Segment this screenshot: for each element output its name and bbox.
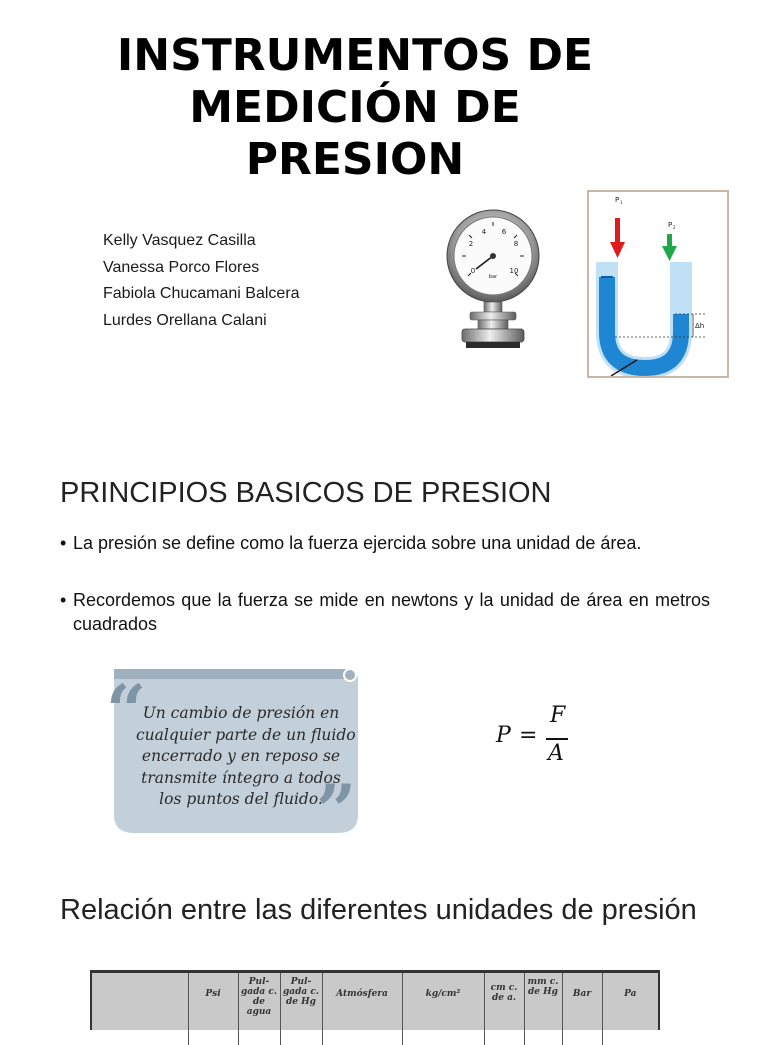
red-arrow-icon [610,242,625,258]
table-header-cell: Psi [188,972,238,1045]
formula-denominator: A [548,741,564,766]
formula-equals: = [519,723,537,748]
quote-line: transmite íntegro a todos [136,768,346,790]
section-heading: PRINCIPIOS BASICOS DE PRESION [60,477,552,510]
gauge-scale-label: 6 [502,228,507,236]
quote-line: cualquier parte de un fluido [136,725,346,747]
table-header-cell: mm c. de Hg [524,972,562,1045]
close-quote-icon: ” [316,769,356,837]
p1-label: P [615,196,619,204]
quote-line: Un cambio de presión en [136,703,346,725]
pressure-gauge-icon [440,206,550,356]
author-name: Lurdes Orellana Calani [103,308,300,335]
pressure-formula [494,703,584,773]
author-name: Vanessa Porco Flores [103,255,300,282]
p1-subscript: 1 [620,200,623,205]
bullet-text: Recordemos que la fuerza se mide en newtons y la unidad de área en metros cuadrados [73,588,710,636]
bullet-icon: • [60,531,66,555]
pressure-gauge-image [440,206,550,356]
delta-h-label: Δh [695,322,704,330]
author-name: Kelly Vasquez Casilla [103,228,300,255]
bullet-item [60,531,710,555]
bullet-icon: • [60,588,66,612]
units-table [92,970,658,1045]
u-tube-manometer-icon [589,192,727,376]
title-line: MEDICIÓN DE [60,82,650,134]
p2-subscript: 2 [673,225,676,230]
section-heading: Relación entre las diferentes unidades de presión [60,892,700,928]
open-quote-icon: “ [106,669,146,752]
gauge-scale-label: 10 [510,267,519,275]
manometer-diagram [587,190,729,378]
slide-title [60,30,650,186]
gauge-scale-label: 4 [482,228,487,236]
author-list [103,228,300,334]
quote-line: encerrado y en reposo se [136,746,346,768]
green-arrow-icon [662,246,677,261]
gauge-scale-label: 2 [469,240,473,248]
title-line: PRESION [60,134,650,186]
quote-line: los puntos del fluido. [136,789,346,811]
fraction-bar [546,738,568,740]
quote-text [136,703,346,811]
table-header-cell: Pul-gada c. de agua [238,972,280,1045]
p2-label: P [668,221,672,229]
title-line: INSTRUMENTOS DE [60,30,650,82]
bullet-text: La presión se define como la fuerza ejercida sobre una unidad de área. [73,531,710,555]
bullet-item [60,588,710,636]
formula-numerator: F [550,703,565,728]
table-header-cell: Bar [562,972,602,1045]
author-name: Fabiola Chucamani Balcera [103,281,300,308]
table-header-cell: Pa [602,972,658,1045]
table-header-cell: cm c. de a. [484,972,524,1045]
gauge-scale-label: 0 [471,267,475,275]
gauge-scale-label: 8 [514,240,518,248]
formula-lhs: P [496,723,511,748]
table-header-cell: Pul-gada c. de Hg [280,972,322,1045]
table-header-cell: kg/cm² [402,972,484,1045]
units-table-image [90,970,660,1030]
gauge-unit: bar [489,274,498,280]
table-header-cell: Atmósfera [322,972,402,1045]
table-header-cell [92,972,188,1045]
